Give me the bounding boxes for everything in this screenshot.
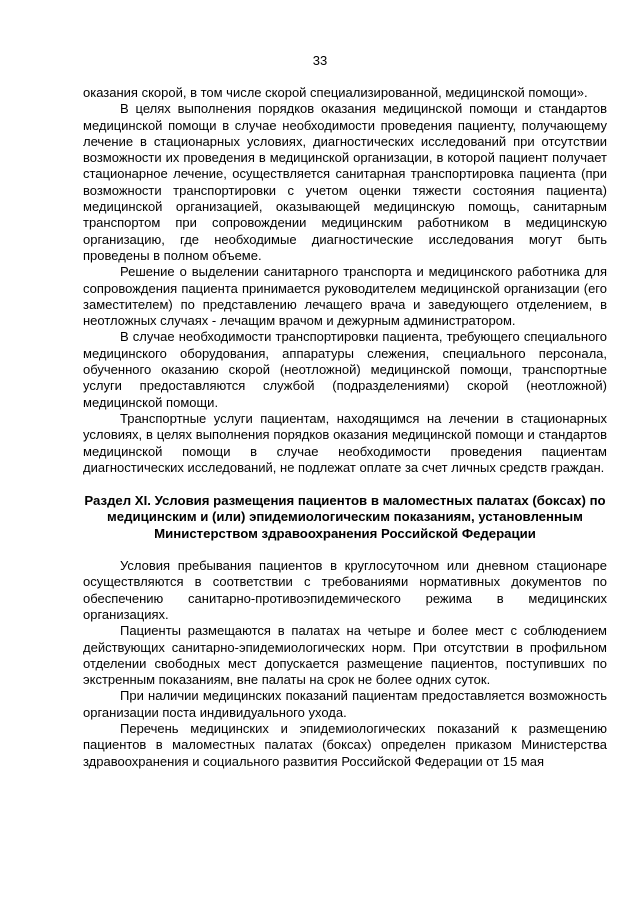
paragraph-special-equipment: В случае необходимости транспортировки пациента, требующего специального медицинского оборудования, аппаратуры слежения, специального персонала, обученного оказанию скорой (неотложной) медицинской помощи, транспортные услуги предоставляются службой (подразделениями) скорой (неотложной) медицинской помощи.	[83, 329, 607, 410]
paragraph-transport-payment: Транспортные услуги пациентам, находящимся на лечении в стационарных условиях, в целях выполнения порядков оказания медицинской помощи и стандартов медицинской помощи в случае необходимости проведения пациентам диагностических исследований, не подлежат оплате за счет личных средств граждан.	[83, 410, 607, 475]
paragraph-ward-placement: Пациенты размещаются в палатах на четыре и более мест с соблюдением действующих санитарно-эпидемиологических норм. При отсутствии в профильном отделении свободных мест допускается размещение пациентов, поступивших по экстренным показаниям, вне палаты на срок не более одних суток.	[83, 623, 607, 688]
paragraph-continuation: оказания скорой, в том числе скорой специализированной, медицинской помощи».	[83, 85, 588, 100]
paragraph-indications-list: Перечень медицинских и эпидемиологических показаний к размещению пациентов в маломестных палатах (боксах) определен приказом Министерства здравоохранения и социального развития Российской Федерации от 15 мая	[83, 720, 607, 769]
paragraph-stay-conditions: Условия пребывания пациентов в круглосуточном или дневном стационаре осуществляются в соответствии с требованиями нормативных документов по обеспечению санитарно-противоэпидемического режима в медицинских организациях.	[83, 558, 607, 622]
section-heading: Раздел XI. Условия размещения пациентов в маломестных палатах (боксах) по медицинским и (или) эпидемиологическим показаниям, установленным Министерством здравоохранения Российской Федерации	[84, 493, 606, 541]
paragraph-sanitary-transport: В целях выполнения порядков оказания медицинской помощи и стандартов медицинской помощи в случае необходимости проведения пациенту, получающему лечение в стационарных условиях, диагностических исследований при отсутствии возможности их проведения в медицинской организации, в которой пациент получает стационарное лечение, осуществляется санитарная транспортировка пациента (при возможности транспортировки с учетом оценки тяжести состояния пациента) медицинской организацией, оказывающей медицинскую помощь, санитарным транспортом при сопровождении медицинским работником в медицинскую организацию, где необходимые диагностические исследования могут быть проведены в полном объеме.	[83, 101, 607, 263]
body-text	[83, 85, 607, 770]
page-number: 33	[312, 53, 328, 68]
paragraph-transport-decision: Решение о выделении санитарного транспорта и медицинского работника для сопровождения пациента принимается руководителем медицинской организации (его заместителем) по представлению лечащего врача и заведующего отделением, в неотложных случаях - лечащим врачом и дежурным администратором.	[83, 264, 607, 329]
paragraph-individual-care: При наличии медицинских показаний пациентам предоставляется возможность организации поста индивидуального ухода.	[83, 688, 607, 720]
